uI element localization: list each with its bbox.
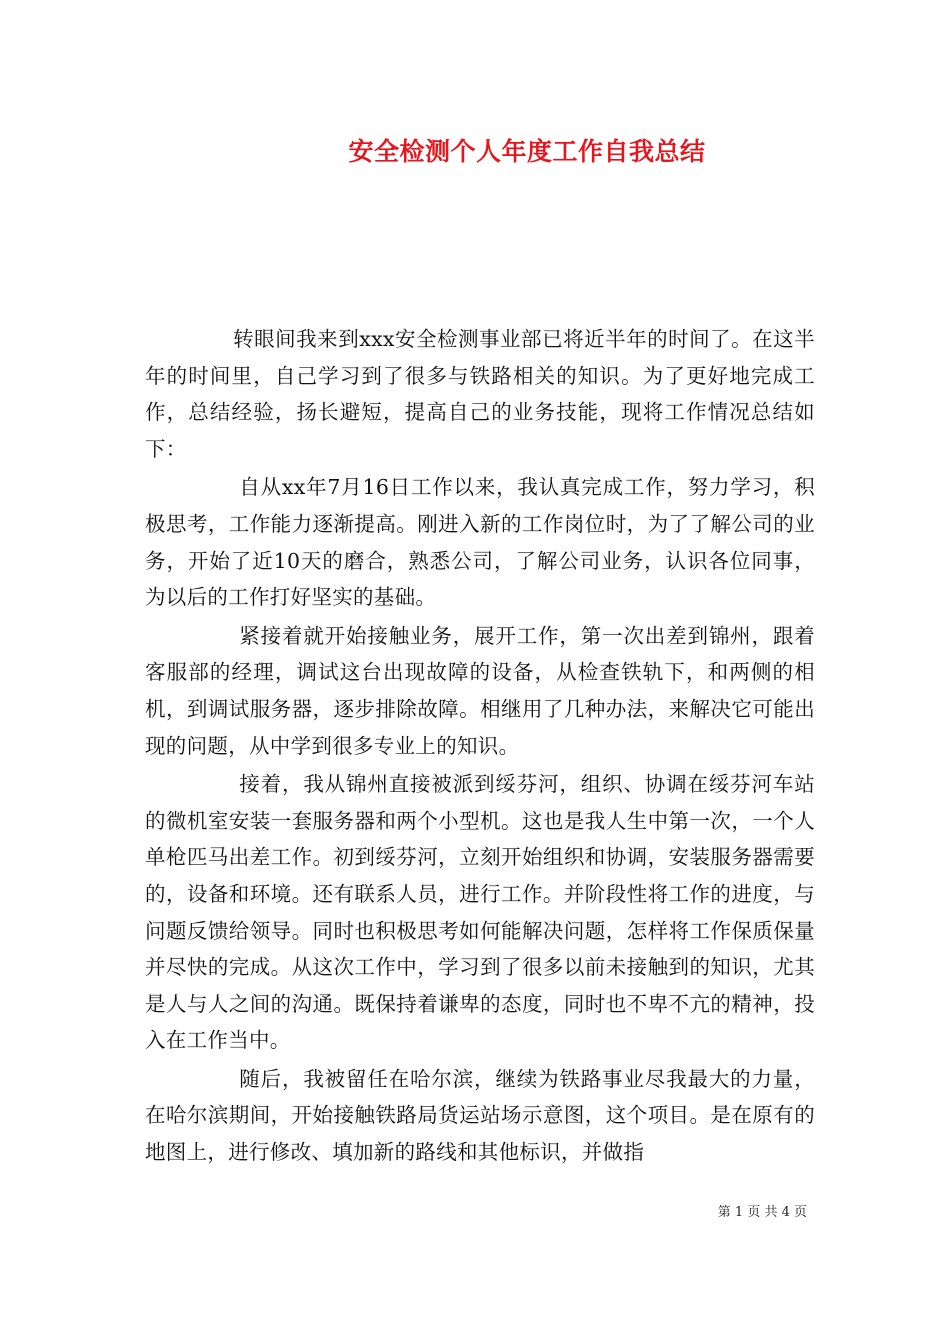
paragraph-start-work: 自从xx年7月16日工作以来，我认真完成工作，努力学习，积极思考，工作能力逐渐提高。刚进入新的工作岗位时，为了了解公司的业务，开始了近10天的磨合，熟悉公司，了解公司业务，认识各位同事，为以后的工作打好坚实的基础。 [145, 475, 815, 610]
paragraph-intro: 转眼间我来到xxx安全检测事业部已将近半年的时间了。在这半年的时间里，自己学习到了很多与铁路相关的知识。为了更好地完成工作，总结经验，扬长避短，提高自己的业务技能，现将工作情况总结如下： [145, 327, 815, 461]
page-number: 第 1 页 共 4 页 [717, 1205, 807, 1220]
paragraph-jinzhou-trip: 紧接着就开始接触业务，展开工作，第一次出差到锦州，跟着客服部的经理，调试这台出现故障的设备，从检查铁轨下，和两侧的相机，到调试服务器，逐步排除故障。相继用了几种办法，来解决它可能出现的问题，从中学到很多专业上的知识。 [145, 623, 815, 758]
paragraph-suifenhe-trip: 接着，我从锦州直接被派到绥芬河，组织、协调在绥芬河车站的微机室安装一套服务器和两个小型机。这也是我人生中第一次，一个人单枪匹马出差工作。初到绥芬河，立刻开始组织和协调，安装服务器需要的，设备和环境。还有联系人员，进行工作。并阶段性将工作的进度，与问题反馈给领导。同时也积极思考如何能解决问题，怎样将工作保质保量并尽快的完成。从这次工作中，学习到了很多以前未接触到的知识，尤其是人与人之间的沟通。既保持着谦卑的态度，同时也不卑不亢的精神，投入在工作当中。 [145, 772, 815, 1053]
document-title: 安全检测个人年度工作自我总结 [348, 137, 706, 166]
paragraph-harbin: 随后，我被留任在哈尔滨，继续为铁路事业尽我最大的力量，在哈尔滨期间，开始接触铁路局货运站场示意图，这个项目。是在原有的地图上，进行修改、填加新的路线和其他标识，并做指 [145, 1066, 815, 1165]
document-body [145, 321, 815, 1173]
